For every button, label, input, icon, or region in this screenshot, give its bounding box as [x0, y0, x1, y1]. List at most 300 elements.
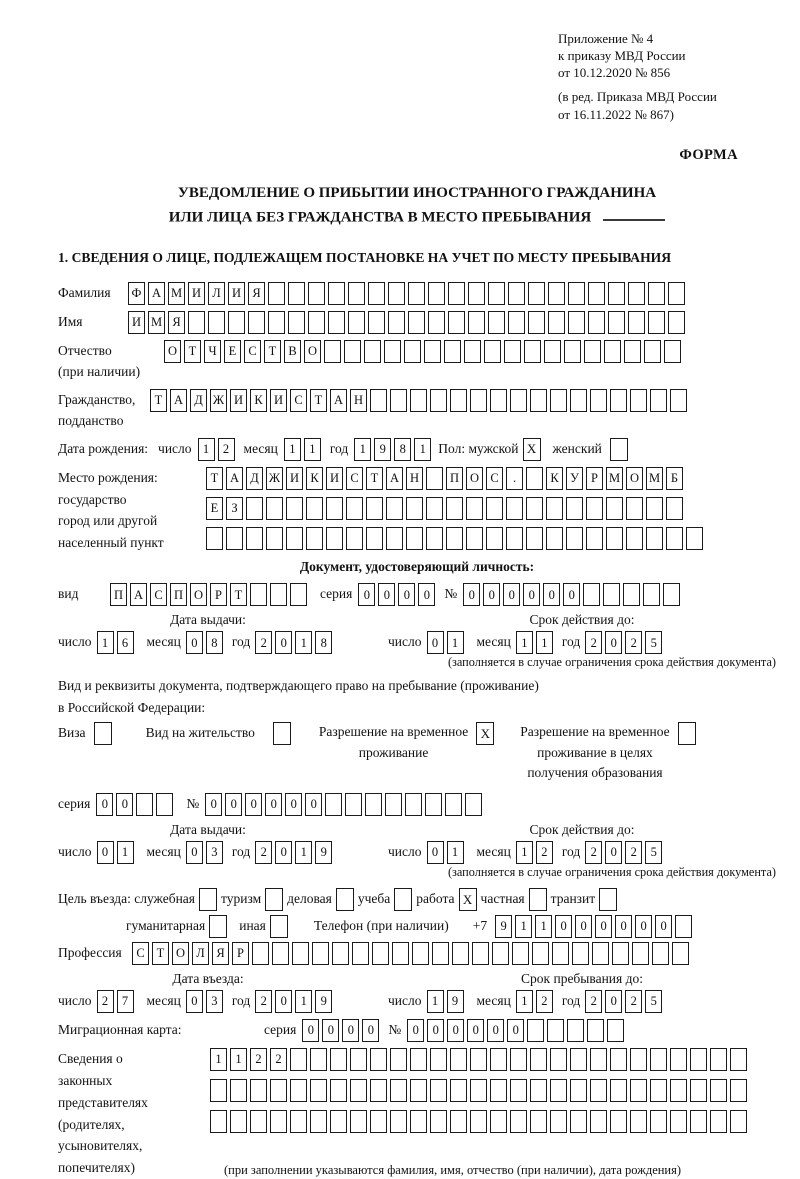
form-cell: [610, 1048, 627, 1071]
form-cell: 1: [210, 1048, 227, 1071]
form-cell: [547, 1019, 564, 1042]
form-cell: [410, 389, 427, 412]
form-cell: [426, 527, 443, 550]
form-cell: [566, 527, 583, 550]
form-cell: 0: [605, 841, 622, 864]
form-cell: 2: [585, 631, 602, 654]
form-cell: [390, 389, 407, 412]
form-cell: [226, 527, 243, 550]
form-cell: М: [646, 467, 663, 490]
form-cell: 0: [275, 841, 292, 864]
form-cell: [408, 311, 425, 334]
stay-day-cells: [427, 990, 467, 1013]
form-cell: [470, 1079, 487, 1102]
form-cell: 1: [295, 990, 312, 1013]
phone-prefix: +7: [472, 918, 488, 934]
form-cell: 2: [536, 841, 553, 864]
form-cell: [270, 583, 287, 606]
form-cell: [272, 942, 289, 965]
form-cell: [350, 1079, 367, 1102]
form-cell: [408, 282, 425, 305]
form-cell: С: [244, 340, 261, 363]
form-cell: 1: [117, 841, 134, 864]
form-cell: [650, 1110, 667, 1133]
form-cell: Я: [212, 942, 229, 965]
form-cell: [607, 1019, 624, 1042]
form-cell: [266, 497, 283, 520]
form-cell: [508, 311, 525, 334]
form-cell: В: [284, 340, 301, 363]
form-cell: [452, 942, 469, 965]
form-cell: [530, 389, 547, 412]
id-issue-day-cells: [97, 631, 137, 654]
permit-number-sign: №: [186, 796, 200, 812]
form-cell: К: [250, 389, 267, 412]
temp-residence-option: [319, 722, 498, 763]
permit-valid-day-cells: [427, 841, 467, 864]
form-cell: [484, 340, 501, 363]
form-cell: [583, 583, 600, 606]
form-cell: [270, 1079, 287, 1102]
form-cell: [710, 1110, 727, 1133]
year-label: год: [561, 844, 581, 860]
form-cell: [490, 389, 507, 412]
field-given-name: [58, 311, 776, 334]
business-label: деловая: [287, 891, 332, 907]
form-cell: 8: [206, 631, 223, 654]
form-cell: 1: [198, 438, 215, 461]
form-cell: И: [286, 467, 303, 490]
form-cell: [646, 527, 663, 550]
temp-residence-edu-label-line3: получения образования: [527, 764, 663, 780]
form-cell: 1: [516, 841, 533, 864]
form-cell: [426, 467, 443, 490]
form-cell: [250, 1079, 267, 1102]
legal-representatives-block: [58, 1048, 776, 1179]
form-cell: 3: [206, 990, 223, 1013]
form-cell: [603, 583, 620, 606]
form-cell: [206, 527, 223, 550]
month-label: месяц: [476, 993, 511, 1009]
form-cell: [510, 1048, 527, 1071]
form-cell: 0: [398, 583, 415, 606]
form-cell: [472, 942, 489, 965]
state-label: государство: [58, 491, 127, 507]
form-cell: [668, 311, 685, 334]
form-cell: [592, 942, 609, 965]
form-cell: 0: [483, 583, 500, 606]
id-doc-series-cells: [358, 583, 438, 606]
form-cell: [230, 1079, 247, 1102]
stay-until-heading: Срок пребывания до:: [521, 971, 643, 987]
form-cell: [570, 1079, 587, 1102]
form-cell: [290, 1110, 307, 1133]
entry-date-heading: Дата въезда:: [172, 971, 244, 987]
form-cell: [586, 497, 603, 520]
form-cell: П: [110, 583, 127, 606]
year-label: год: [231, 844, 251, 860]
form-cell: 0: [362, 1019, 379, 1042]
form-cell: 0: [225, 793, 242, 816]
form-cell: 0: [555, 915, 572, 938]
residence-permit-label: Вид на жительство: [145, 725, 255, 741]
form-cell: 1: [304, 438, 321, 461]
form-cell: [312, 942, 329, 965]
form-cell: [650, 1048, 667, 1071]
form-cell: Б: [666, 467, 683, 490]
form-cell: [624, 340, 641, 363]
id-issue-date-heading: Дата выдачи:: [170, 612, 246, 628]
form-cell: 0: [463, 583, 480, 606]
form-cell: [587, 1019, 604, 1042]
form-cell: 2: [625, 631, 642, 654]
form-cell: [490, 1110, 507, 1133]
purpose-tourism-checkbox: [265, 888, 283, 911]
migration-series-label: серия: [264, 1022, 297, 1038]
form-cell: [506, 497, 523, 520]
form-cell: [464, 340, 481, 363]
temp-residence-label-line2: проживание: [358, 744, 429, 760]
form-cell: [648, 282, 665, 305]
form-cell: [366, 497, 383, 520]
form-cell: 0: [275, 990, 292, 1013]
form-cell: [710, 1079, 727, 1102]
phone-cells: [495, 915, 695, 938]
form-cell: 0: [186, 990, 203, 1013]
id-valid-month-cells: [516, 631, 556, 654]
form-cell: [364, 340, 381, 363]
form-cell: [370, 1110, 387, 1133]
form-cell: [568, 311, 585, 334]
form-cell: [510, 389, 527, 412]
form-cell: [550, 389, 567, 412]
permit-dates: [58, 822, 776, 864]
form-cell: 2: [97, 990, 114, 1013]
form-cell: [208, 311, 225, 334]
form-cell: [510, 1110, 527, 1133]
edition-line-2: от 16.11.2022 № 867): [558, 106, 675, 122]
reps-label-line1: Сведения о: [58, 1051, 123, 1067]
citizenship-label-line2: подданство: [58, 413, 124, 429]
citizenship-label-line1: Гражданство,: [58, 391, 136, 407]
id-issue-year-cells: [255, 631, 335, 654]
form-cell: [606, 527, 623, 550]
form-cell: [670, 1079, 687, 1102]
purpose-transit-checkbox: [599, 888, 617, 911]
form-cell: 0: [427, 1019, 444, 1042]
form-cell: Н: [406, 467, 423, 490]
form-cell: 5: [645, 990, 662, 1013]
form-cell: [390, 1110, 407, 1133]
form-cell: [412, 942, 429, 965]
form-cell: 0: [605, 631, 622, 654]
form-cell: А: [170, 389, 187, 412]
day-label: число: [388, 634, 422, 650]
year-label: год: [329, 440, 349, 456]
form-cell: [675, 915, 692, 938]
form-cell: [590, 389, 607, 412]
form-cell: П: [170, 583, 187, 606]
purpose-second-row: [58, 915, 776, 938]
form-cell: А: [386, 467, 403, 490]
permit-valid-month-cells: [516, 841, 556, 864]
form-cell: [512, 942, 529, 965]
form-cell: 2: [255, 841, 272, 864]
day-label: число: [58, 844, 92, 860]
form-cell: [292, 942, 309, 965]
form-cell: [466, 497, 483, 520]
form-cell: [663, 583, 680, 606]
form-title: [58, 182, 776, 230]
form-cell: [488, 282, 505, 305]
form-cell: [308, 282, 325, 305]
form-cell: [324, 340, 341, 363]
temp-residence-edu-label: [520, 722, 669, 783]
form-cell: [450, 1048, 467, 1071]
form-cell: [530, 1079, 547, 1102]
appendix-line-1: Приложение № 4: [558, 31, 654, 46]
form-cell: [450, 1079, 467, 1102]
form-cell: Р: [210, 583, 227, 606]
form-cell: [405, 793, 422, 816]
form-cell: Д: [190, 389, 207, 412]
form-cell: [626, 527, 643, 550]
form-cell: [630, 1110, 647, 1133]
form-cell: 1: [295, 841, 312, 864]
purpose-work-checkbox: X: [459, 888, 477, 911]
form-cell: [526, 467, 543, 490]
form-cell: [330, 1110, 347, 1133]
id-validity-note: (заполняется в случае ограничения срока действия документа): [447, 655, 776, 670]
field-profession: [58, 942, 776, 965]
form-cell: [385, 793, 402, 816]
form-cell: 0: [418, 583, 435, 606]
form-cell: [630, 1079, 647, 1102]
field-permit-series-number: [58, 793, 776, 816]
form-cell: Ж: [266, 467, 283, 490]
form-cell: [210, 1110, 227, 1133]
form-cell: [492, 942, 509, 965]
form-cell: [690, 1079, 707, 1102]
form-cell: [370, 389, 387, 412]
form-cell: П: [446, 467, 463, 490]
form-cell: Ж: [210, 389, 227, 412]
profession-cells: [132, 942, 692, 965]
form-cell: [530, 1048, 547, 1071]
form-cell: 1: [447, 631, 464, 654]
form-cell: [448, 282, 465, 305]
form-cell: 0: [302, 1019, 319, 1042]
form-cell: [450, 389, 467, 412]
form-cell: [368, 311, 385, 334]
sex-female-checkbox: [610, 438, 628, 461]
birth-day-cells: [198, 438, 238, 461]
birth-place-rows: [206, 467, 706, 550]
form-cell: [590, 1079, 607, 1102]
form-cell: [566, 497, 583, 520]
form-cell: [286, 527, 303, 550]
permit-issue-month-cells: [186, 841, 226, 864]
entry-month-cells: [186, 990, 226, 1013]
form-cell: [410, 1110, 427, 1133]
form-cell: [270, 1110, 287, 1133]
surname-label: Фамилия: [58, 284, 111, 300]
reps-label-line4: (родителях,: [58, 1116, 125, 1132]
form-cell: 8: [394, 438, 411, 461]
form-cell: 0: [186, 631, 203, 654]
form-cell: М: [606, 467, 623, 490]
form-cell: [610, 1079, 627, 1102]
form-cell: 0: [635, 915, 652, 938]
form-cell: [506, 527, 523, 550]
reps-label-line3: представителях: [58, 1094, 148, 1110]
form-cell: [410, 1048, 427, 1071]
reps-label-line5: усыновителях,: [58, 1138, 143, 1154]
form-cell: 0: [305, 793, 322, 816]
year-label: год: [231, 634, 251, 650]
temp-residence-edu-checkbox: [678, 722, 696, 745]
purpose-study-checkbox: [394, 888, 412, 911]
form-cell: Н: [350, 389, 367, 412]
form-cell: [388, 282, 405, 305]
form-cell: 2: [218, 438, 235, 461]
form-cell: [630, 389, 647, 412]
form-cell: [532, 942, 549, 965]
form-cell: [310, 1079, 327, 1102]
tourism-label: туризм: [221, 891, 262, 907]
form-cell: [606, 497, 623, 520]
humanitarian-label: гуманитарная: [126, 918, 206, 934]
form-cell: [550, 1079, 567, 1102]
form-cell: [586, 527, 603, 550]
form-cell: Т: [366, 467, 383, 490]
form-cell: [648, 311, 665, 334]
form-cell: [650, 389, 667, 412]
form-cell: Т: [150, 389, 167, 412]
surname-cells: [128, 282, 688, 305]
form-cell: Л: [208, 282, 225, 305]
form-cell: 0: [523, 583, 540, 606]
permit-valid-until-heading: Срок действия до:: [529, 822, 635, 838]
form-cell: [470, 1110, 487, 1133]
sex-male-checkbox: X: [523, 438, 541, 461]
form-cell: [428, 282, 445, 305]
form-cell: [348, 282, 365, 305]
form-cell: [552, 942, 569, 965]
birth-date-label: Дата рождения:: [58, 440, 149, 456]
form-cell: [643, 583, 660, 606]
form-cell: 0: [427, 841, 444, 864]
field-patronymic: [58, 340, 776, 383]
form-cell: [430, 1048, 447, 1071]
form-cell: [590, 1048, 607, 1071]
id-valid-day-cells: [427, 631, 467, 654]
form-cell: [410, 1079, 427, 1102]
form-cell: [530, 1110, 547, 1133]
forma-label: ФОРМА: [679, 146, 738, 163]
form-cell: 0: [342, 1019, 359, 1042]
form-cell: 1: [535, 915, 552, 938]
form-cell: Е: [224, 340, 241, 363]
form-cell: [730, 1048, 747, 1071]
private-label: частная: [480, 891, 525, 907]
form-cell: [486, 497, 503, 520]
form-cell: [570, 389, 587, 412]
form-cell: [490, 1048, 507, 1071]
purpose-official-checkbox: [199, 888, 217, 911]
form-cell: [404, 340, 421, 363]
form-cell: Я: [248, 282, 265, 305]
form-cell: 0: [186, 841, 203, 864]
form-cell: М: [168, 282, 185, 305]
transit-label: транзит: [550, 891, 596, 907]
id-issue-month-cells: [186, 631, 226, 654]
form-cell: [623, 583, 640, 606]
patronymic-label-line1: Отчество: [58, 342, 112, 358]
form-cell: Т: [184, 340, 201, 363]
phone-label: Телефон (при наличии): [313, 918, 449, 934]
form-cell: 2: [625, 990, 642, 1013]
citizenship-label: [58, 389, 150, 432]
reps-row1-cells: [210, 1048, 750, 1071]
form-cell: 0: [265, 793, 282, 816]
form-cell: [686, 527, 703, 550]
form-cell: 0: [605, 990, 622, 1013]
form-cell: 8: [315, 631, 332, 654]
form-cell: [664, 340, 681, 363]
form-cell: Р: [232, 942, 249, 965]
form-cell: [630, 1048, 647, 1071]
id-valid-year-cells: [585, 631, 665, 654]
form-cell: [650, 1079, 667, 1102]
form-cell: 5: [645, 631, 662, 654]
form-cell: 9: [315, 841, 332, 864]
form-cell: [390, 1048, 407, 1071]
form-cell: 0: [503, 583, 520, 606]
form-cell: [370, 1079, 387, 1102]
form-cell: 0: [507, 1019, 524, 1042]
permit-series-label: серия: [58, 796, 91, 812]
form-cell: [608, 311, 625, 334]
form-cell: [546, 527, 563, 550]
form-cell: 1: [515, 915, 532, 938]
form-cell: [468, 311, 485, 334]
visa-label: Виза: [58, 725, 86, 741]
purpose-private-checkbox: [529, 888, 547, 911]
form-cell: 1: [427, 990, 444, 1013]
form-cell: [372, 942, 389, 965]
form-cell: 1: [516, 990, 533, 1013]
form-cell: [432, 942, 449, 965]
form-cell: 2: [625, 841, 642, 864]
residence-permit-option: [146, 722, 295, 745]
form-cell: 3: [206, 841, 223, 864]
form-cell: [428, 311, 445, 334]
form-cell: [310, 1048, 327, 1071]
form-cell: [548, 311, 565, 334]
permit-valid-year-cells: [585, 841, 665, 864]
form-cell: [504, 340, 521, 363]
temp-residence-edu-label-line1: Разрешение на временное: [520, 724, 670, 740]
field-surname: [58, 282, 776, 305]
form-cell: С: [486, 467, 503, 490]
form-cell: [392, 942, 409, 965]
form-cell: [670, 389, 687, 412]
form-cell: [406, 527, 423, 550]
form-cell: О: [626, 467, 643, 490]
form-cell: 1: [447, 841, 464, 864]
day-label: число: [58, 634, 92, 650]
